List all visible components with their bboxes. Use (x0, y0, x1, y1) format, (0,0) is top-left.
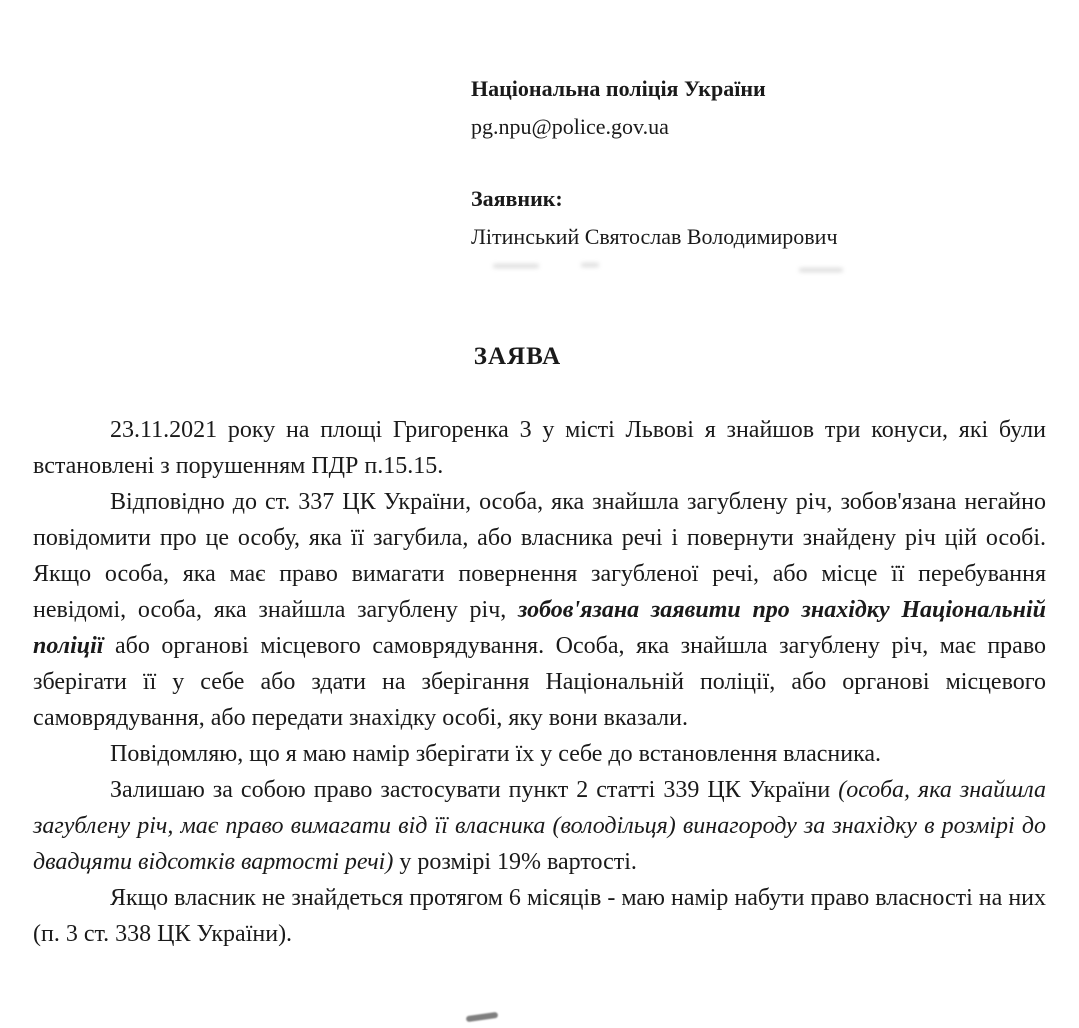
paragraph-law-337-text-2: або органові місцевого самоврядування. Особа, яка знайшла загублену річ, має право зберігати її у себе або здати на зберігання Національній поліції, або органові місцевого самоврядування, або передати знахідку особі, яку вони вказали. (33, 633, 1046, 731)
signature-mark (466, 1012, 499, 1022)
recipient-name: Національна поліція України (471, 76, 766, 101)
recipient-email: pg.npu@police.gov.ua (471, 114, 669, 139)
redaction-smudge (493, 264, 539, 268)
paragraph-law-337 (33, 484, 1046, 736)
paragraph-law-338 (33, 880, 1046, 952)
applicant-label: Заявник: (471, 186, 563, 211)
paragraph-law-338-text: Якщо власник не знайдеться протягом 6 місяців - маю намір набути право власності на них (п. 3 ст. 338 ЦК України). (33, 885, 1046, 947)
paragraph-law-339 (33, 772, 1046, 880)
paragraph-law-337-emphasis: зобов'язана заявити про знахідку Національній поліції (33, 597, 1046, 659)
redaction-smudge (799, 268, 843, 272)
paragraph-law-337-text-1: Відповідно до ст. 337 ЦК України, особа, яка знайшла загублену річ, зобов'язана негайно повідомити про це особу, яка її загубила, або власника речі і повернути знайдену річ цій особі. Якщо особа, яка має право вимагати повернення загубленої речі, або місце її перебування невідомі, особа, яка знайшла загублену річ, (33, 489, 1046, 623)
paragraph-incident-text: 23.11.2021 року на площі Григоренка 3 у місті Львові я знайшов три конуси, які були встановлені з порушенням ПДР п.15.15. (33, 417, 1046, 479)
header-block (471, 70, 838, 278)
applicant-name: Літинський Святослав Володимирович (471, 224, 838, 249)
redaction-smudge (581, 263, 599, 267)
paragraph-incident (33, 412, 1046, 484)
redacted-address-line (471, 256, 838, 278)
header-gap (471, 146, 838, 180)
paragraph-law-339-quote: (особа, яка знайшла загублену річ, має право вимагати від її власника (володільця) винагороду за знахідку в розмірі до двадцяти відсотків вартості речі) (33, 777, 1046, 875)
paragraph-law-339-text-1: Залишаю за собою право застосувати пункт 2 статті 339 ЦК України (110, 777, 839, 803)
paragraph-intent-keep-text: Повідомляю, що я маю намір зберігати їх у себе до встановлення власника. (110, 741, 882, 767)
paragraph-intent-keep (33, 736, 1046, 772)
document-title: ЗАЯВА (473, 343, 562, 370)
paragraph-law-339-text-2: у розмірі 19% вартості. (393, 849, 637, 875)
document-body (33, 412, 1046, 952)
